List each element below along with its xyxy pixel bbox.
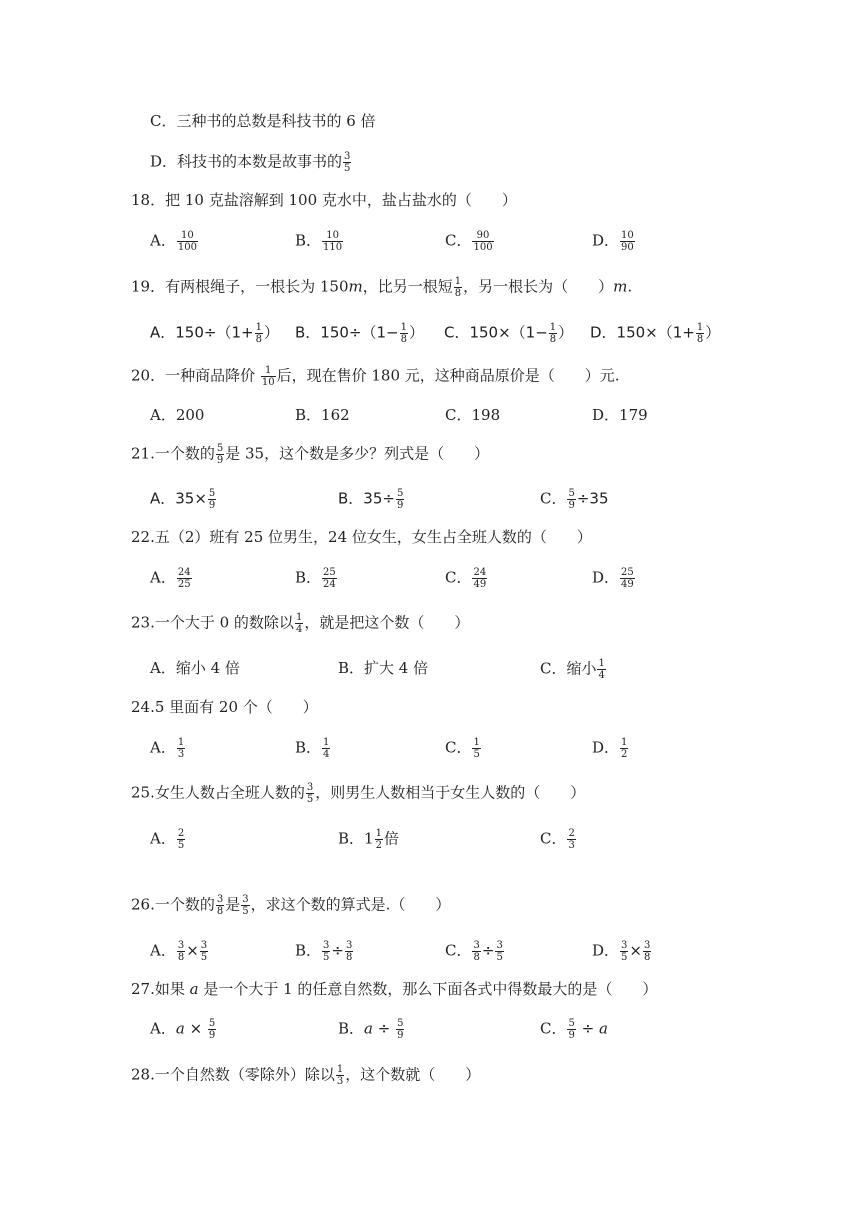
fraction: $\frac{1}{4}$ (295, 612, 303, 635)
q25-option-a: A． $\frac{2}{5}$ (150, 828, 185, 851)
fraction: $\frac{1}{8}$ (454, 276, 462, 299)
q18-option-d: D． $\frac{10}{90}$ (592, 230, 634, 253)
q25-stem: 25.女生人数占全班人数的 $\frac{3}{5}$ ，则男生人数相当于女生人数的（ ） (131, 782, 586, 805)
fraction: $\frac{3}{8}$ (345, 940, 353, 963)
fraction: $\frac{3}{5}$ (344, 151, 351, 174)
fraction: $\frac{5}{9}$ (397, 1018, 404, 1041)
q26-option-a: A． $\frac{3}{8}$ × $\frac{3}{5}$ (150, 940, 208, 963)
fraction: $\frac{3}{8}$ (216, 894, 224, 917)
fraction: $\frac{1}{3}$ (336, 1064, 344, 1087)
q23-option-a: A．缩小 4 倍 (150, 659, 240, 677)
q17-option-c-text: C．三种书的总数是科技书的 6 倍 (150, 112, 376, 130)
fraction: $\frac{5}{9}$ (568, 488, 575, 511)
fraction: $\frac{10}{100}$ (177, 230, 197, 253)
q22-stem: 22.五（2）班有 25 位男生，24 位女生，女生占全班人数的（ ） (131, 528, 592, 546)
fraction: $\frac{10}{90}$ (621, 230, 634, 253)
q21-option-b: B．35÷ $\frac{5}{9}$ (338, 488, 404, 511)
q20-option-a: A．200 (150, 406, 205, 424)
fraction: $\frac{5}{9}$ (568, 1018, 575, 1041)
q24-option-c: C． $\frac{1}{5}$ (445, 737, 480, 760)
q17-option-d-text: D．科技书的本数是故事书的 (150, 152, 343, 171)
fraction: $\frac{5}{9}$ (208, 1018, 216, 1041)
fraction: $\frac{3}{8}$ (473, 940, 480, 963)
fraction: $\frac{1}{8}$ (696, 322, 704, 345)
q18-option-c: C． $\frac{90}{100}$ (445, 230, 493, 253)
q18-stem (131, 190, 517, 210)
q27-stem: 27.如果 a 是一个大于 1 的任意自然数，那么下面各式中得数最大的是（ ） (131, 980, 658, 998)
fraction: $\frac{2}{5}$ (177, 828, 185, 851)
fraction: $\frac{1}{4}$ (323, 737, 330, 760)
fraction: $\frac{1}{8}$ (549, 322, 557, 345)
q19-option-c: C．150×（1− $\frac{1}{8}$ ） (444, 322, 574, 345)
q19-option-b: B．150÷（1− $\frac{1}{8}$ ） (295, 322, 424, 345)
fraction: $\frac{3}{8}$ (643, 940, 651, 963)
q24-option-a: A． $\frac{1}{3}$ (150, 737, 185, 760)
fraction: $\frac{5}{9}$ (216, 443, 224, 466)
fraction: $\frac{3}{5}$ (323, 940, 330, 963)
q23-option-b: B．扩大 4 倍 (338, 659, 429, 677)
q27-option-c: C． $\frac{5}{9}$ ÷ a (540, 1018, 608, 1041)
q20-option-c: C．198 (445, 406, 501, 424)
fraction: $\frac{1}{8}$ (255, 322, 262, 345)
q18-stem-text: 18．把 10 克盐溶解到 100 克水中，盐占盐水的（ ） (131, 191, 517, 209)
q24-stem: 24.5 里面有 20 个（ ） (131, 698, 318, 716)
fraction: $\frac{3}{5}$ (306, 782, 314, 805)
q23-stem: 23.一个大于 0 的数除以 $\frac{1}{4}$ ，就是把这个数（ ） (131, 612, 470, 635)
q19-option-a: A．150÷（1+ $\frac{1}{8}$ ） (150, 322, 279, 345)
fraction: $\frac{90}{100}$ (473, 230, 493, 253)
fraction: $\frac{3}{8}$ (177, 940, 185, 963)
q22-option-a: A． $\frac{24}{25}$ (150, 567, 191, 590)
q26-option-c: C． $\frac{3}{8}$ ÷ $\frac{3}{5}$ (445, 940, 503, 963)
q25-option-b: B．1 $\frac{1}{2}$ 倍 (338, 828, 399, 851)
fraction: $\frac{1}{2}$ (621, 737, 628, 760)
q23-option-c: C．缩小 $\frac{1}{4}$ (540, 658, 605, 681)
q24-option-d: D． $\frac{1}{2}$ (592, 737, 628, 760)
q22-option-c: C． $\frac{24}{49}$ (445, 567, 487, 590)
fraction: $\frac{5}{9}$ (208, 488, 216, 511)
q18-option-a: A． $\frac{10}{100}$ (150, 230, 197, 253)
fraction: $\frac{10}{110}$ (323, 230, 343, 253)
fraction: $\frac{1}{3}$ (177, 737, 185, 760)
q19-stem: 19．有两根绳子，一根长为 150m，比另一根短 $\frac{1}{8}$ ，另一根长为（ ）m. (131, 276, 633, 299)
fraction: $\frac{3}{5}$ (496, 940, 503, 963)
q19-option-d: D．150×（1+ $\frac{1}{8}$ ） (590, 322, 721, 345)
q27-option-a: A．a × $\frac{5}{9}$ (150, 1018, 216, 1041)
q26-option-d: D． $\frac{3}{5}$ × $\frac{3}{8}$ (592, 940, 651, 963)
q22-option-b: B． $\frac{25}{24}$ (295, 567, 336, 590)
q27-option-b: B．a ÷ $\frac{5}{9}$ (338, 1018, 404, 1041)
q21-stem: 21.一个数的 $\frac{5}{9}$ 是 35，这个数是多少？列式是（ ） (131, 443, 490, 466)
q21-option-c: C． $\frac{5}{9}$ ÷35 (540, 488, 609, 511)
fraction: $\frac{1}{5}$ (473, 737, 480, 760)
fraction: $\frac{1}{10}$ (261, 365, 275, 388)
q22-option-d: D． $\frac{25}{49}$ (592, 567, 634, 590)
q20-option-b: B．162 (295, 406, 350, 424)
q26-option-b: B． $\frac{3}{5}$ ÷ $\frac{3}{8}$ (295, 940, 353, 963)
q21-option-a: A．35× $\frac{5}{9}$ (150, 488, 216, 511)
q18-option-b: B． $\frac{10}{110}$ (295, 230, 343, 253)
fraction: $\frac{1}{4}$ (598, 658, 605, 681)
fraction: $\frac{25}{49}$ (621, 567, 634, 590)
fraction: $\frac{24}{49}$ (473, 567, 487, 590)
fraction: $\frac{24}{25}$ (177, 567, 191, 590)
q20-stem: 20．一种商品降价 $\frac{1}{10}$ 后，现在售价 180 元，这种商品原价是（ ）元. (131, 365, 620, 388)
fraction: $\frac{1}{8}$ (400, 322, 407, 345)
fraction: $\frac{2}{3}$ (568, 828, 575, 851)
fraction: $\frac{3}{5}$ (200, 940, 208, 963)
q24-option-b: B． $\frac{1}{4}$ (295, 737, 330, 760)
fraction: $\frac{25}{24}$ (323, 567, 336, 590)
q17-option-d (150, 151, 352, 174)
fraction: $\frac{1}{2}$ (375, 828, 382, 851)
q28-stem: 28.一个自然数（零除外）除以 $\frac{1}{3}$ ，这个数就（ ） (131, 1064, 481, 1087)
fraction: $\frac{5}{9}$ (396, 488, 404, 511)
fraction: $\frac{3}{5}$ (621, 940, 628, 963)
q17-option-c (150, 111, 376, 131)
fraction: $\frac{3}{5}$ (242, 894, 249, 917)
q20-option-d: D．179 (592, 406, 648, 424)
q25-option-c: C． $\frac{2}{3}$ (540, 828, 575, 851)
q26-stem: 26.一个数的 $\frac{3}{8}$ 是 $\frac{3}{5}$ ，求这个数的算式是.（ ） (131, 894, 451, 917)
